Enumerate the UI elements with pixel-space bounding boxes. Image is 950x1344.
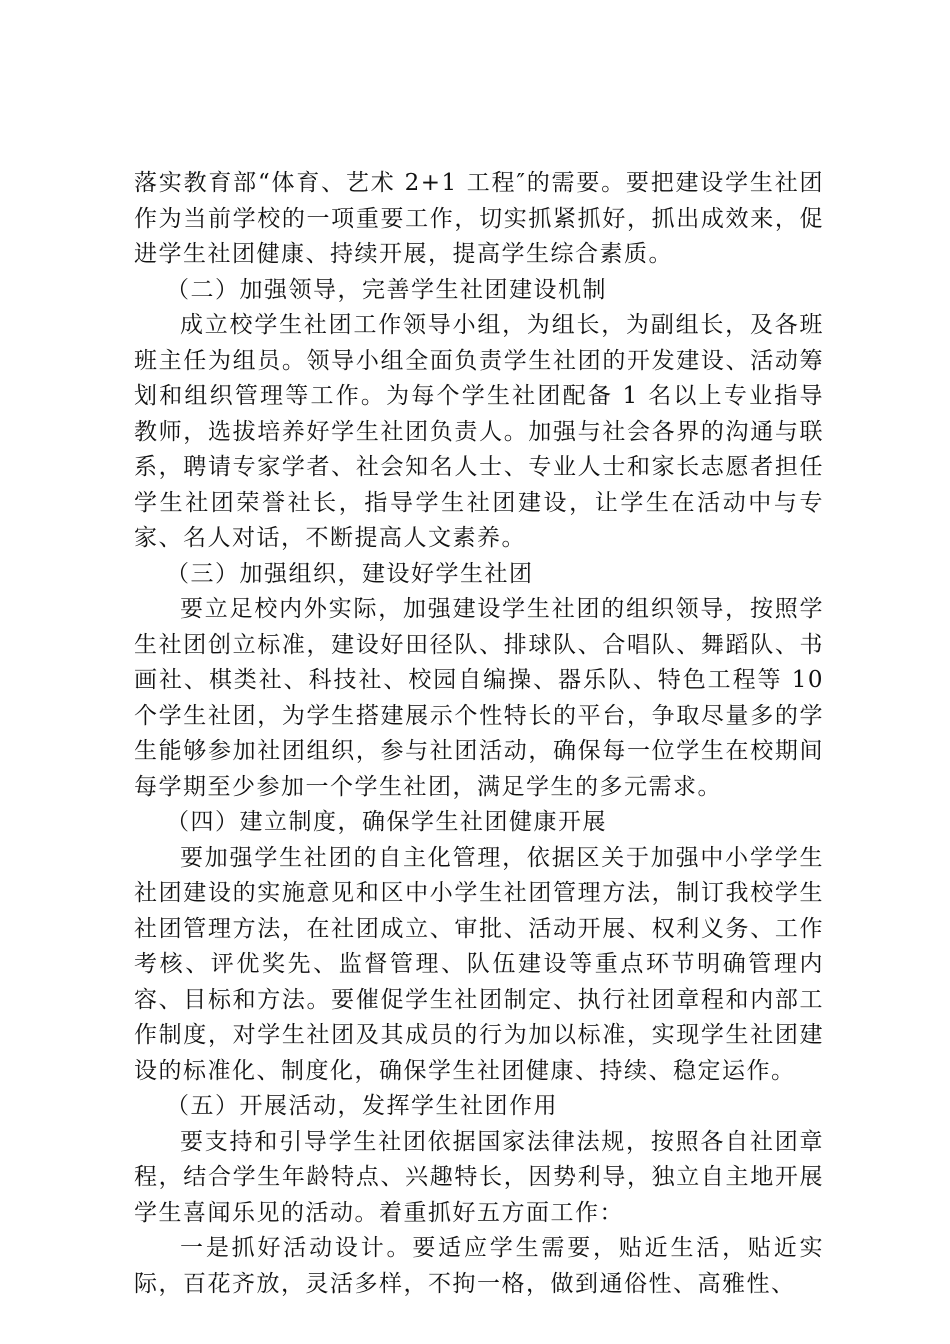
paragraph-activities: 要支持和引导学生社团依据国家法律法规，按照各自社团章程，结合学生年龄特点、兴趣特长，因势利导，独立自主地开展学生喜闻乐见的活动。着重抓好五方面工作： bbox=[134, 1128, 824, 1226]
document-body bbox=[134, 166, 824, 1302]
paragraph-activity-design: 一是抓好活动设计。要适应学生需要，贴近生活，贴近实际，百花齐放，灵活多样，不拘一格，做到通俗性、高雅性、 bbox=[134, 1235, 824, 1297]
paragraph-leadership: 成立校学生社团工作领导小组，为组长，为副组长，及各班班主任为组员。领导小组全面负责学生社团的开发建设、活动筹划和组织管理等工作。为每个学生社团配备 1 名以上专业指导教师，选拔培养好学生社团负责人。加强与社会各界的沟通与联系，聘请专家学者、社会知名人士、专业人士和家长志愿者担任学生社团荣誉社长，指导学生社团建设，让学生在活动中与专家、名人对话，不断提高人文素养。 bbox=[134, 312, 824, 551]
section-heading-5: （五）开展活动，发挥学生社团作用 bbox=[166, 1093, 558, 1119]
paragraph-organization: 要立足校内外实际，加强建设学生社团的组织领导，按照学生社团创立标准，建设好田径队、排球队、合唱队、舞蹈队、书画社、棋类社、科技社、校园自编操、器乐队、特色工程等 10 个学生社团，为学生搭建展示个性特长的平台，争取尽量多的学生能够参加社团组织，参与社团活动，确保每一位学生在校期间每学期至少参加一个学生社团，满足学生的多元需求。 bbox=[134, 596, 824, 800]
section-heading-2: （二）加强领导，完善学生社团建设机制 bbox=[166, 276, 607, 303]
section-heading-3: （三）加强组织，建设好学生社团 bbox=[166, 560, 534, 587]
paragraph-continuation: 落实教育部“体育、艺术 2+1 工程″的需要。要把建设学生社团作为当前学校的一项重要工作，切实抓紧抓好，抓出成效来，促进学生社团健康、持续开展，提高学生综合素质。 bbox=[134, 170, 824, 267]
section-heading-4: （四）建立制度，确保学生社团健康开展 bbox=[166, 809, 607, 835]
paragraph-system: 要加强学生社团的自主化管理，依据区关于加强中小学学生社团建设的实施意见和区中小学生社团管理方法，制订我校学生社团管理方法，在社团成立、审批、活动开展、权利义务、工作考核、评优奖先、监督管理、队伍建设等重点环节明确管理内容、目标和方法。要催促学生社团制定、执行社团章程和内部工作制度，对学生社团及其成员的行为加以标准，实现学生社团建设的标准化、制度化，确保学生社团健康、持续、稳定运作。 bbox=[134, 844, 824, 1084]
